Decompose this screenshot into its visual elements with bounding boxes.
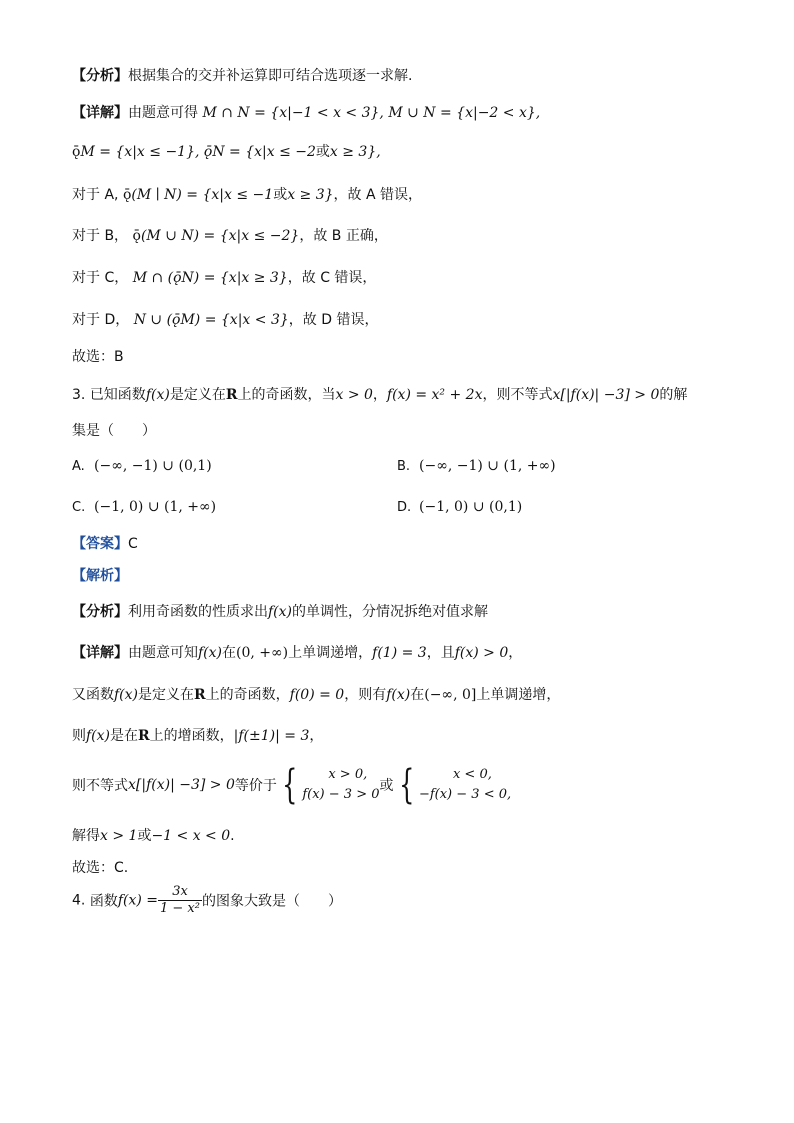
q3-line3-b: 是在 <box>110 728 139 744</box>
option-b-value: (−∞, −1) ∪ (1, +∞) <box>419 458 556 474</box>
option-d-expr: N ∪ (ǭ <box>133 312 181 328</box>
complement-symbol: ǭ <box>72 144 81 160</box>
option-d[interactable] <box>397 497 522 518</box>
answer-value: C <box>128 536 138 552</box>
option-a[interactable] <box>72 456 212 477</box>
q3-detail-f1: f(1) = 3 <box>372 645 427 661</box>
q3-detail-fpos: f(x) > 0 <box>454 645 509 661</box>
q3-line3-reals: R <box>138 728 150 744</box>
explanation-tag: 【解析】 <box>72 568 128 584</box>
q4-text-b: 的图象大致是（ ） <box>201 893 342 910</box>
left-brace-2: { <box>398 762 414 808</box>
detail-tag: 【详解】 <box>72 105 128 121</box>
q3-line2-e: 在 <box>410 687 425 703</box>
option-b-verdict: ，故 B 正确， <box>299 228 388 244</box>
complement-symbol: ǭ <box>132 228 141 244</box>
option-b-check <box>72 226 388 246</box>
q3-analysis-func: f(x) <box>268 604 293 620</box>
analysis-text: 根据集合的交并补运算即可结合选项逐一求解. <box>128 68 413 84</box>
q3-line3-c: 上的增函数， <box>149 728 234 744</box>
answer-line <box>72 534 138 554</box>
option-d-verdict: ，故 D 错误， <box>288 312 379 328</box>
q3-detail-b: 在 <box>222 645 237 661</box>
q3-cond: x > 0 <box>335 387 373 403</box>
q4-text-a: 函数 <box>89 893 118 910</box>
choice-b-line: 故选：B <box>72 349 124 365</box>
complement-line <box>72 142 381 162</box>
q3-reals: R <box>225 387 238 403</box>
complement-n-end: x ≥ 3}, <box>329 144 381 160</box>
option-b[interactable] <box>397 456 556 477</box>
detail-line-1 <box>72 103 540 123</box>
option-c-check <box>72 268 376 288</box>
option-a-letter: A. <box>72 459 85 474</box>
analysis-tag: 【分析】 <box>72 68 128 84</box>
or-word: 或 <box>315 144 330 160</box>
q4-denominator: 1 − x² <box>160 901 200 916</box>
q3-solve-end: . <box>230 828 235 844</box>
q3-detail-interval: (0, +∞) <box>236 645 289 661</box>
q3-system-a: 则不等式 <box>72 778 128 794</box>
option-a-expr-end: x ≥ 3} <box>287 187 334 203</box>
option-d-check <box>72 310 378 330</box>
q3-detail-tag: 【详解】 <box>72 645 128 661</box>
system-2-row-2: −f(x) − 3 < 0, <box>418 787 512 802</box>
question-4-number: 4. <box>72 892 86 909</box>
q4-fraction <box>158 884 202 917</box>
q3-text-f: 的解 <box>659 387 688 403</box>
left-brace-1: { <box>281 762 298 808</box>
option-c-letter: C. <box>72 500 86 515</box>
option-b-expr: (M ∪ N) = {x|x ≤ −2} <box>140 228 300 244</box>
q3-system-ineq: x[|f(x)| −3] > 0 <box>128 777 235 793</box>
system-2 <box>419 765 511 805</box>
q3-system-line <box>72 762 512 808</box>
q3-line2-d: ，则有 <box>344 687 387 703</box>
q3-solve-x1: x > 1 <box>100 828 138 844</box>
option-b-prefix: 对于 B， <box>72 228 129 244</box>
option-d-value: (−1, 0) ∪ (0,1) <box>419 499 523 515</box>
q3-func: f(x) <box>145 387 170 403</box>
q3-solve-x2: −1 < x < 0 <box>151 828 231 844</box>
option-d-letter: D. <box>397 500 412 515</box>
q3-detail-line-2 <box>72 685 560 705</box>
q3-detail-a: 由题意可知 <box>128 645 198 661</box>
option-a-verdict: ，故 A 错误， <box>333 187 423 203</box>
q3-line2-func2: f(x) <box>386 687 411 703</box>
q3-text-c: 上的奇函数，当 <box>237 387 336 403</box>
option-c-value: (−1, 0) ∪ (1, +∞) <box>94 499 217 515</box>
complement-symbol: ǭ <box>122 187 132 203</box>
question-3-line-1 <box>72 385 687 405</box>
q3-comma: ， <box>372 387 387 403</box>
option-c-verdict: ，故 C 错误， <box>287 270 377 286</box>
q3-line2-a: 又函数 <box>72 687 114 703</box>
option-c-prefix: 对于 C， <box>72 270 129 286</box>
option-c-expr: M ∩ (ǭ <box>132 270 182 286</box>
explanation-tag-line <box>72 566 128 586</box>
q3-detail-d: ，且 <box>426 645 455 661</box>
option-b-letter: B. <box>397 459 411 474</box>
question-number: 3. <box>72 387 86 403</box>
option-d-expr-end: M) = {x|x < 3} <box>180 312 289 328</box>
q3-text-e: ，则不等式 <box>482 387 553 403</box>
system-1-row-1: x > 0, <box>328 767 368 782</box>
detail-text: 由题意可得 <box>128 105 198 121</box>
option-c[interactable] <box>72 497 216 518</box>
option-a-check <box>72 185 422 205</box>
q3-detail-line-1 <box>72 643 522 663</box>
q3-line3-func: f(x) <box>86 728 111 744</box>
system-1-row-2: f(x) − 3 > 0 <box>302 787 380 802</box>
q3-line2-interval: (−∞, 0] <box>424 687 477 703</box>
q3-inequality: x[|f(x)| −3] > 0 <box>552 387 660 403</box>
q3-solve-or: 或 <box>137 828 152 844</box>
q3-analysis-line <box>72 602 488 622</box>
q3-solve-a: 解得 <box>72 828 100 844</box>
q3-detail-line-3 <box>72 726 323 746</box>
q3-detail-e: ， <box>508 645 523 661</box>
q3-line2-f0: f(0) = 0 <box>289 687 345 703</box>
q3-system-or: 或 <box>379 778 394 794</box>
question-3-line-2: 集是（ ） <box>72 423 156 439</box>
q3-text-a: 已知函数 <box>89 387 146 403</box>
q3-line2-b: 是定义在 <box>138 687 195 703</box>
q3-line3-a: 则 <box>72 728 86 744</box>
q3-system-b: 等价于 <box>234 778 277 794</box>
q3-line2-c: 上的奇函数， <box>205 687 290 703</box>
q3-line3-abs: |f(±1)| = 3 <box>233 728 310 744</box>
question-4-line <box>72 884 342 917</box>
option-a-value: (−∞, −1) ∪ (0,1) <box>94 458 212 474</box>
q3-choice-line: 故选：C. <box>72 860 129 876</box>
set-expr: M ∩ N = {x|−1 < x < 3}, M ∪ N = {x|−2 < x}, <box>202 105 541 121</box>
q3-detail-func: f(x) <box>198 645 223 661</box>
q3-func-def: f(x) = x² + 2x <box>386 387 483 403</box>
q3-line2-func: f(x) <box>114 687 139 703</box>
or-word: 或 <box>273 187 288 203</box>
option-a-expr: (M ∣ N) = {x|x ≤ −1 <box>131 187 274 203</box>
q3-analysis-tag: 【分析】 <box>72 604 128 620</box>
q4-func: f(x) = <box>117 892 158 909</box>
system-2-row-1: x < 0, <box>452 767 492 782</box>
complement-n: N = {x|x ≤ −2 <box>212 144 316 160</box>
q3-text-b: 是定义在 <box>169 387 226 403</box>
option-c-expr-end: N) = {x|x ≥ 3} <box>181 270 288 286</box>
q3-solve-line <box>72 826 235 846</box>
q3-line2-g: 上单调递增， <box>476 687 561 703</box>
q3-analysis-a: 利用奇函数的性质求出 <box>128 604 268 620</box>
option-d-prefix: 对于 D， <box>72 312 130 328</box>
q3-analysis-b: 的单调性，分情况拆绝对值求解 <box>292 604 489 620</box>
q4-numerator: 3x <box>158 884 202 901</box>
q3-line2-reals: R <box>194 687 206 703</box>
q3-line3-d: ， <box>309 728 324 744</box>
answer-tag: 【答案】 <box>72 536 128 552</box>
system-1 <box>302 765 379 805</box>
complement-m: M = {x|x ≤ −1}, ǭ <box>80 144 213 160</box>
q3-detail-c: 上单调递增， <box>288 645 373 661</box>
analysis-line <box>72 66 412 86</box>
option-a-prefix: 对于 A, <box>72 187 119 203</box>
